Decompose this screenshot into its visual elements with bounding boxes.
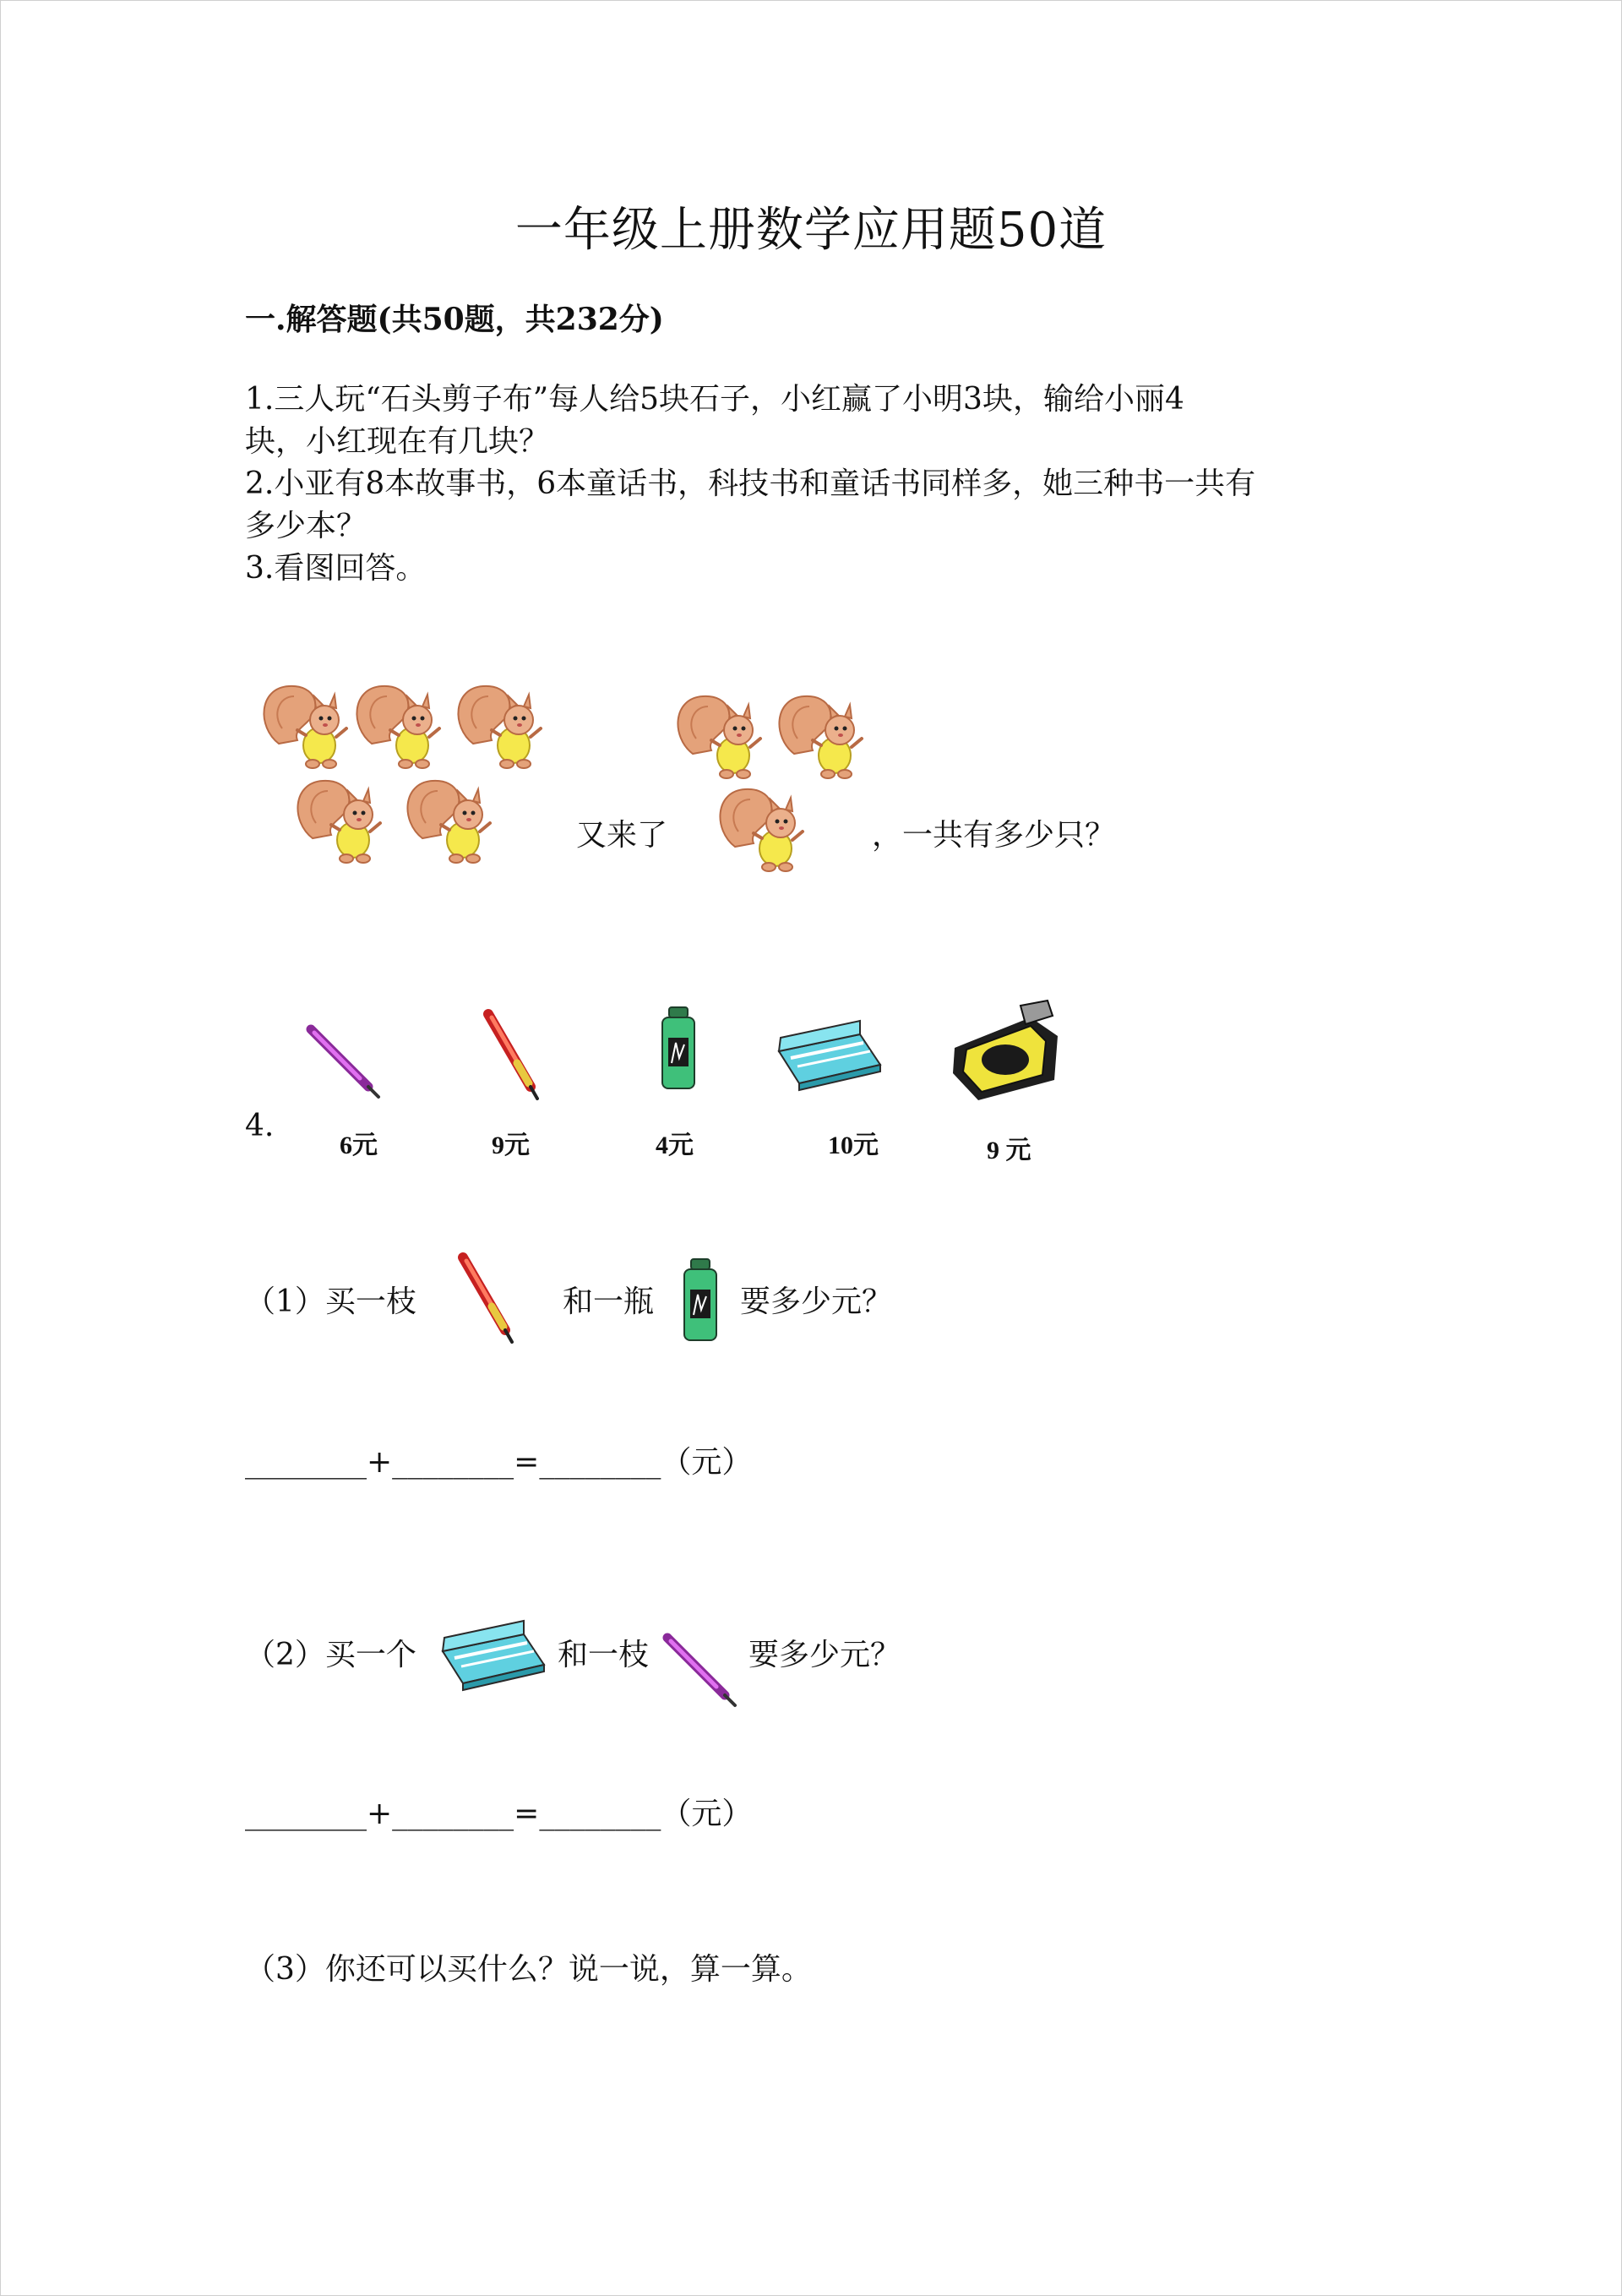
squirrel-image: [779, 695, 874, 788]
squirrel-image: [678, 695, 772, 788]
sub-question-2-part-1: （2）买一个: [245, 1638, 416, 1672]
sub-question-1-part-2: 和一瓶: [563, 1284, 655, 1319]
page-title: 一年级上册数学应用题50道: [514, 203, 1108, 258]
question-1-line-1: 1.三人玩“石头剪子布”每人给5块石子，小红赢了小明3块，输给小丽4: [245, 382, 1184, 417]
price-purple-pen: 6元: [340, 1132, 378, 1159]
question-2-line-2: 多少本？: [245, 509, 367, 543]
squirrel-image: [264, 684, 358, 777]
sharpener-image: [953, 999, 1059, 1104]
sub-question-2-part-3: 要多少元？: [748, 1638, 901, 1672]
sub-question-3: （3）你还可以买什么？说一说，算一算。: [245, 1952, 812, 1987]
question-3-label: 3.看图回答。: [245, 551, 427, 586]
ink-bottle-image: [661, 1007, 698, 1090]
question-4-label: 4.: [245, 1109, 275, 1143]
answer-blanks-2: ________+________=________（元）: [245, 1797, 753, 1831]
price-pencil-case: 10元: [828, 1132, 879, 1159]
squirrel-image: [720, 788, 814, 881]
ink-bottle-image: [683, 1259, 720, 1342]
question-2-line-1: 2.小亚有8本故事书，6本童话书，科技书和童话书同样多，她三种书一共有: [245, 466, 1256, 501]
pencil-case-image: [439, 1614, 547, 1693]
squirrel-image: [357, 684, 451, 777]
price-ink-bottle: 4元: [656, 1132, 694, 1159]
red-pen-image: [483, 1011, 542, 1104]
squirrel-image: [407, 779, 502, 872]
sub-question-1-part-3: 要多少元？: [740, 1284, 893, 1319]
question-1-line-2: 块，小红现在有几块？: [245, 424, 550, 459]
price-red-pen: 9元: [492, 1132, 530, 1159]
section-heading: 一.解答题(共50题，共232分): [245, 302, 664, 337]
total-question-text: ，一共有多少只？: [872, 818, 1116, 853]
squirrel-image: [458, 684, 552, 777]
squirrel-image: [297, 779, 392, 872]
answer-blanks-1: ________+________=________（元）: [245, 1445, 753, 1480]
came-text: 又来了: [576, 818, 668, 853]
sub-question-2-part-2: 和一枝: [558, 1638, 650, 1672]
pencil-case-image: [776, 1014, 884, 1093]
question-2: [245, 463, 1377, 548]
sub-question-1-part-1: （1）买一枝: [245, 1284, 416, 1319]
question-1: [245, 379, 1377, 463]
purple-pen-image: [662, 1633, 738, 1709]
purple-pen-image: [306, 1024, 382, 1100]
red-pen-image: [458, 1254, 517, 1347]
price-sharpener: 9 元: [987, 1137, 1031, 1164]
